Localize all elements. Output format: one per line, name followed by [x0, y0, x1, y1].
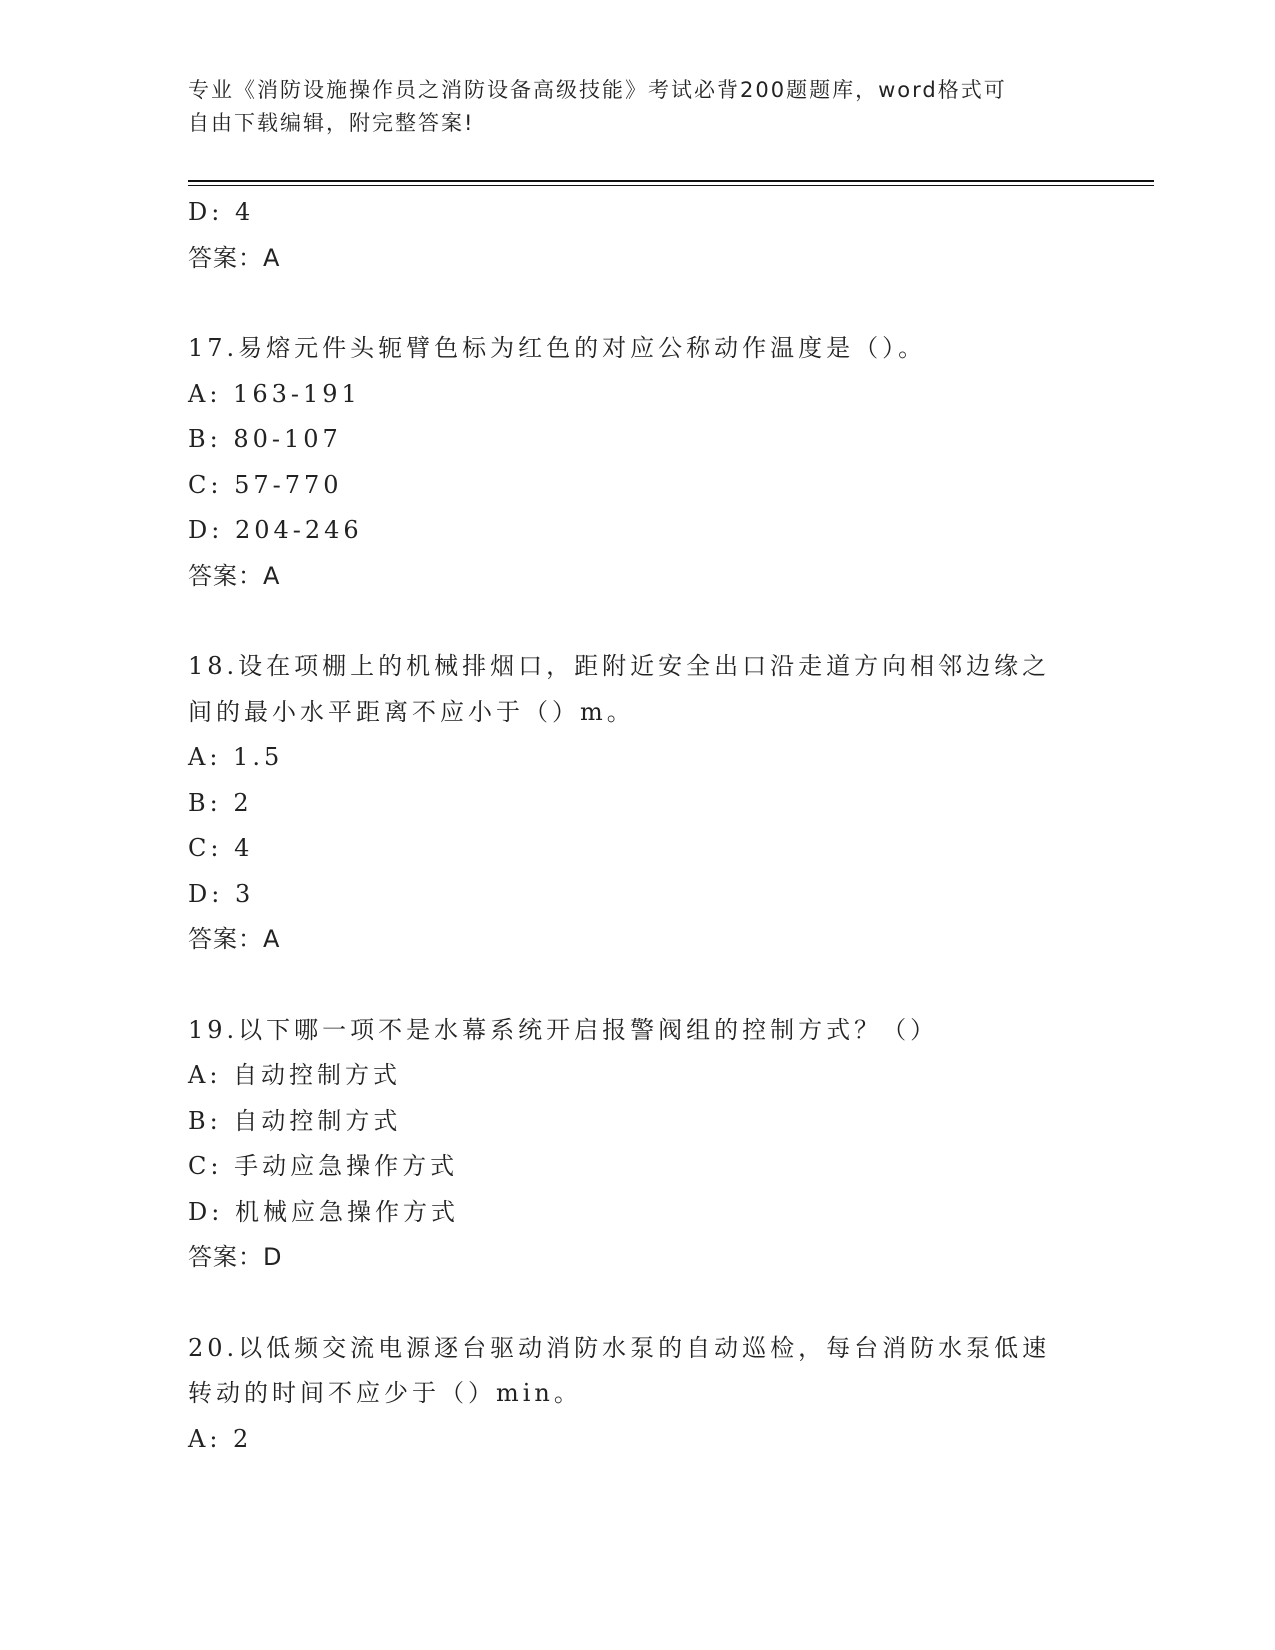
- option-d: D: 3: [188, 879, 255, 908]
- option-c: C: 4: [188, 834, 254, 862]
- question-stem-continued: 间的最小水平距离不应小于（）m。: [188, 697, 635, 726]
- option-d: D: 4: [188, 198, 255, 226]
- option-d: D: 机械应急操作方式: [188, 1197, 459, 1226]
- answer-line: 答案：D: [188, 1243, 283, 1271]
- question-stem: 18.设在项棚上的机械排烟口，距附近安全出口沿走道方向相邻边缘之: [188, 652, 1051, 680]
- option-a: A: 2: [188, 1424, 253, 1453]
- question-stem-continued: 转动的时间不应少于（）min。: [188, 1379, 582, 1407]
- question-18: [188, 644, 1088, 963]
- header-line-1: 专业《消防设施操作员之消防设备高级技能》考试必背200题题库，word格式可: [188, 78, 1007, 102]
- option-c: C: 57-770: [188, 470, 343, 499]
- question-19: [188, 1008, 1088, 1281]
- document-header: [188, 74, 1088, 140]
- question-stem: 19.以下哪一项不是水幕系统开启报警阀组的控制方式？（）: [188, 1015, 939, 1044]
- question-stem: 20.以低频交流电源逐台驱动消防水泵的自动巡检，每台消防水泵低速: [188, 1333, 1051, 1362]
- option-c: C: 手动应急操作方式: [188, 1152, 459, 1180]
- option-b: B: 自动控制方式: [188, 1106, 402, 1135]
- header-rule-thick: [188, 180, 1154, 182]
- option-a: A: 1.5: [188, 743, 284, 771]
- header-rule-thin: [188, 185, 1154, 186]
- option-a: A: 自动控制方式: [188, 1061, 402, 1089]
- option-d: D: 204-246: [188, 516, 363, 544]
- option-b: B: 80-107: [188, 425, 342, 453]
- answer-line: 答案：A: [188, 243, 281, 272]
- question-20: [188, 1326, 1088, 1463]
- header-line-2: 自由下载编辑，附完整答案!: [188, 111, 475, 135]
- question-list: [188, 190, 1088, 1462]
- question-stem: 17.易熔元件头轭臂色标为红色的对应公称动作温度是（）。: [188, 334, 927, 362]
- option-b: B: 2: [188, 788, 253, 817]
- option-a: A: 163-191: [188, 379, 361, 408]
- answer-line: 答案：A: [188, 561, 281, 590]
- question-17: [188, 326, 1088, 599]
- answer-line: 答案：A: [188, 925, 281, 953]
